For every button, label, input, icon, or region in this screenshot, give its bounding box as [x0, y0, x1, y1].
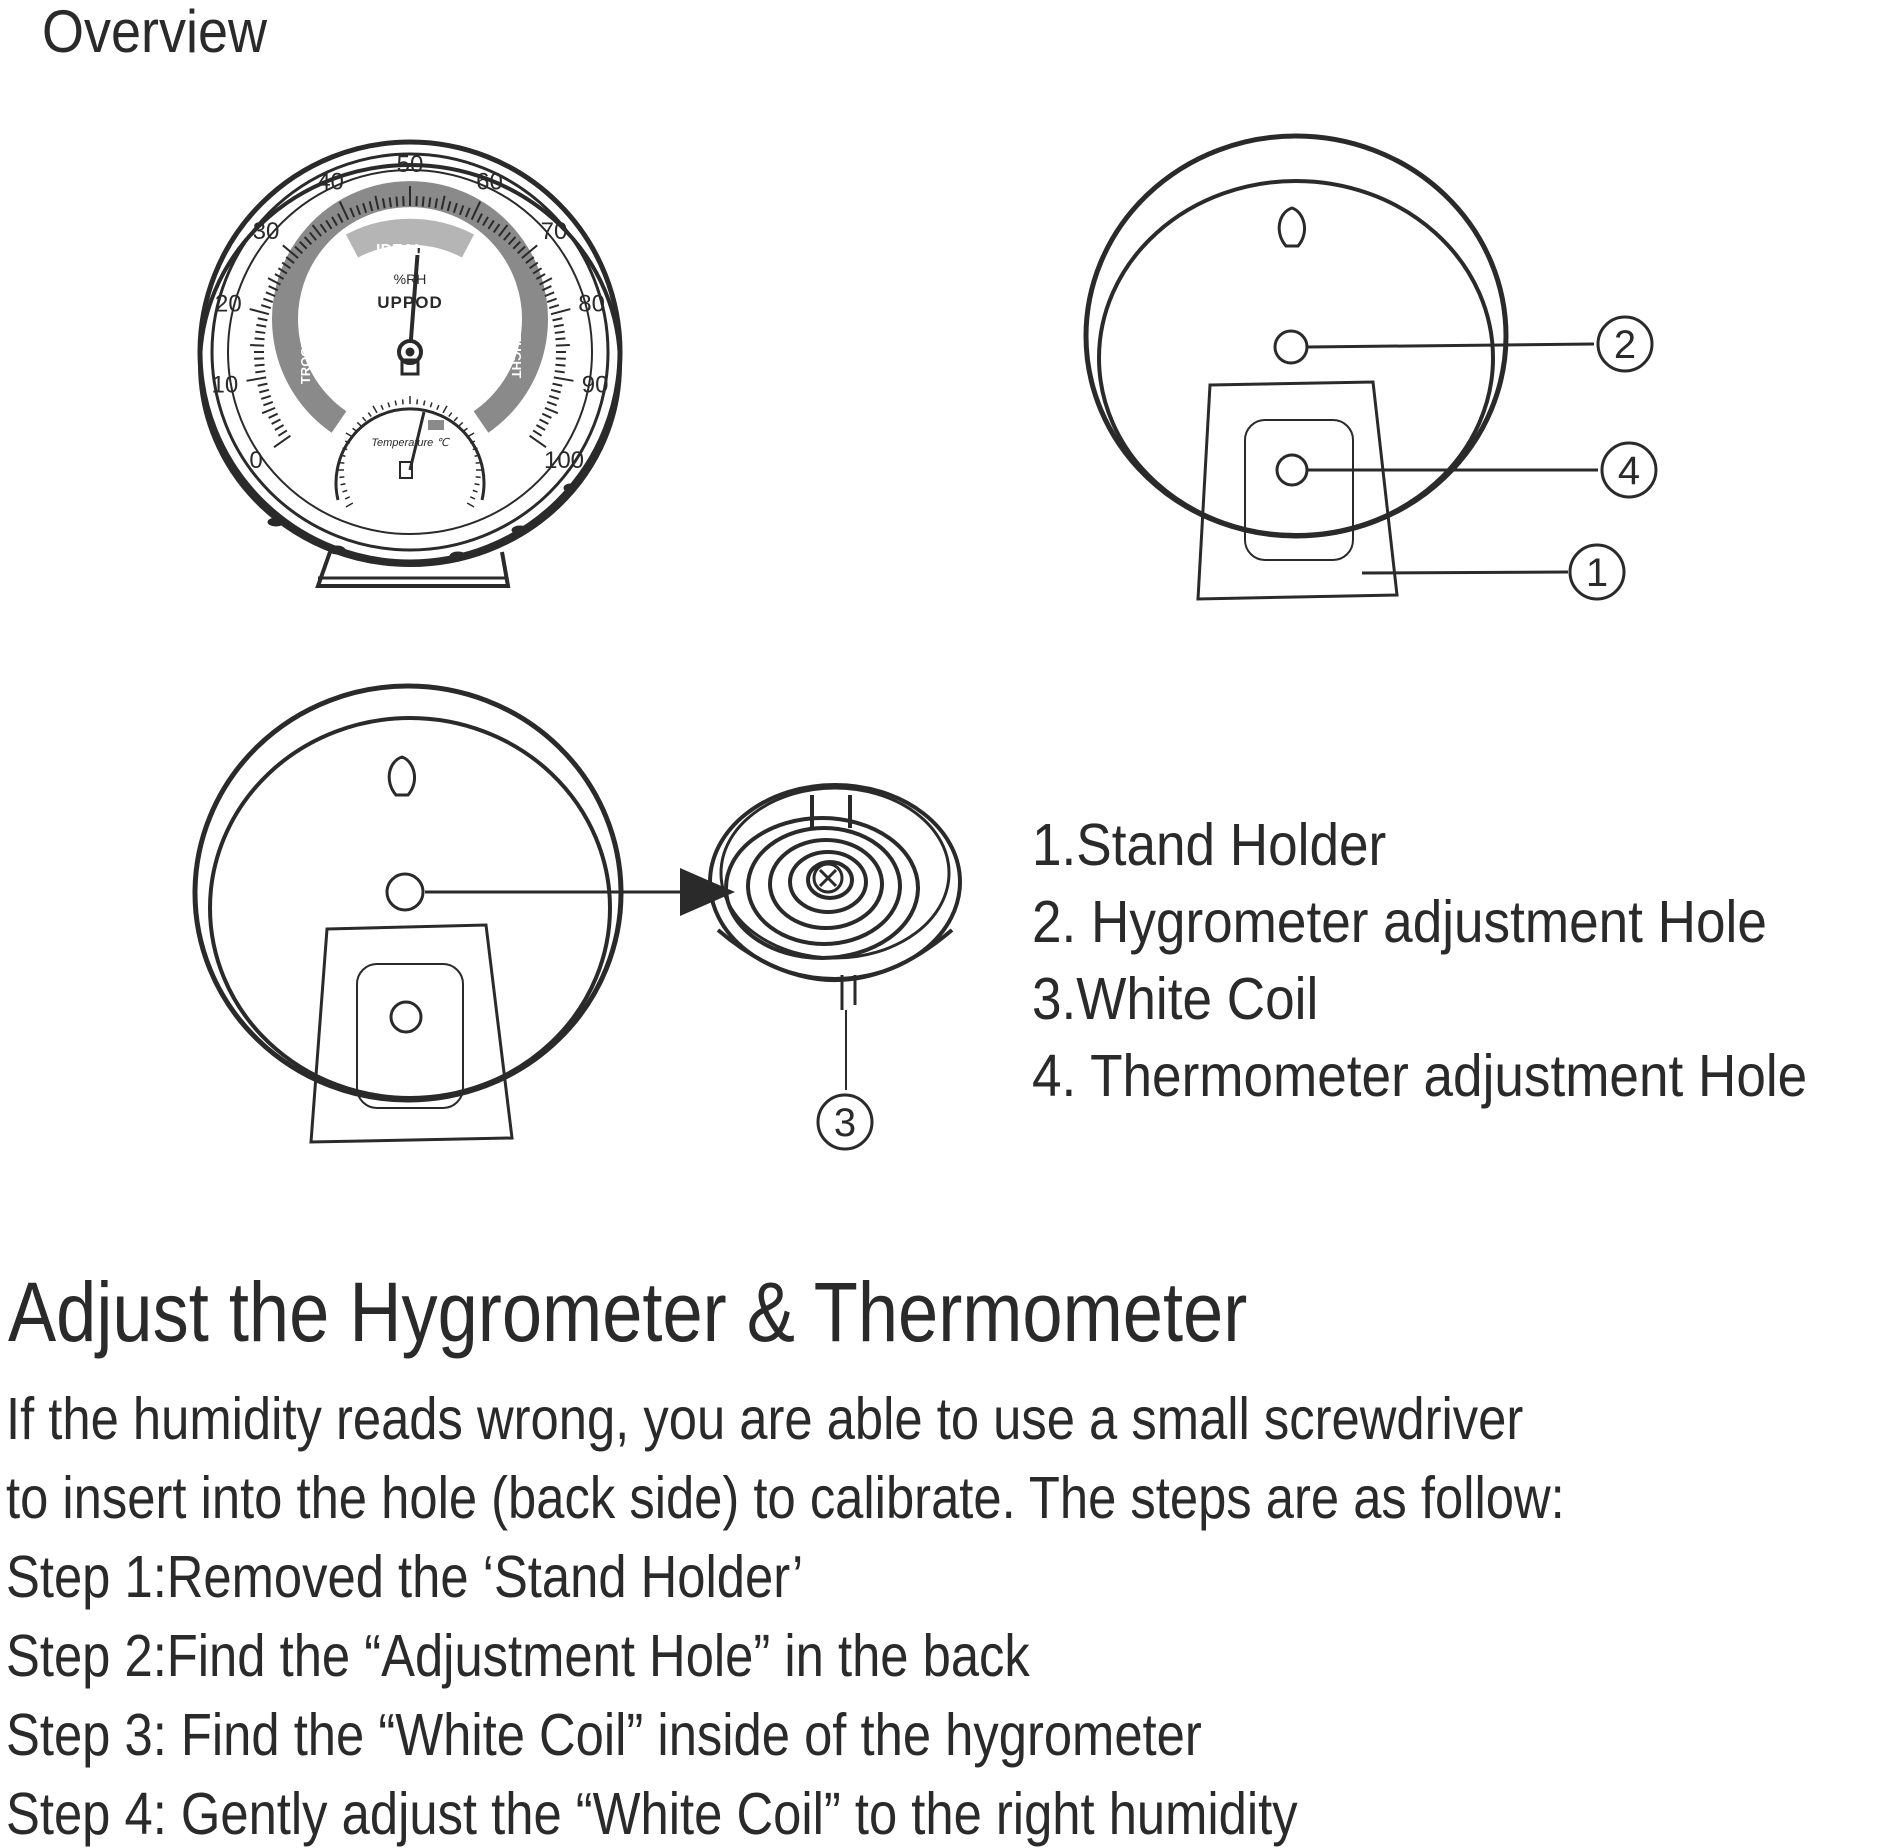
- humidity-tick: [255, 365, 265, 366]
- temperature-tick: [381, 405, 383, 410]
- step-1: Step 1:Removed the ‘Stand Holder’: [6, 1544, 804, 1610]
- step-2: Step 2:Find the “Adjustment Hole” in the back: [6, 1623, 1030, 1689]
- temperature-tick: [476, 463, 481, 464]
- instruction-line: to insert into the hole (back side) to calibrate. The steps are as follow:: [6, 1465, 1565, 1531]
- stand-holder: [1198, 382, 1397, 599]
- humidity-tick: [262, 408, 275, 413]
- humidity-tick: [555, 365, 565, 366]
- legend-item-hygrometer-hole: 2. Hygrometer adjustment Hole: [1032, 889, 1767, 955]
- humidity-tick: [269, 414, 278, 418]
- leader-2: [1308, 344, 1594, 347]
- humidity-tick: [259, 390, 269, 393]
- step-3: Step 3: Find the “White Coil” inside of the hygrometer: [6, 1702, 1202, 1768]
- temperature-tick: [339, 477, 344, 478]
- instruction-line: If the humidity reads wrong, you are able to use a small screwdriver: [6, 1386, 1524, 1452]
- humidity-tick: [545, 408, 558, 413]
- temperature-tick: [341, 455, 346, 456]
- humidity-tick: [549, 305, 559, 308]
- temperature-tick: [443, 406, 447, 413]
- humidity-tick-label: 0: [249, 446, 263, 474]
- humidity-tick: [423, 197, 424, 207]
- temperature-tick: [424, 401, 425, 406]
- temperature-tick: [373, 406, 377, 413]
- band-ideal-label: IDEAL: [376, 242, 424, 259]
- humidity-tick: [261, 305, 271, 308]
- temperature-tick: [437, 405, 439, 410]
- humidity-tick: [530, 436, 546, 447]
- front-view: [200, 142, 620, 586]
- callout-2: 2: [1613, 323, 1637, 367]
- legend-item-thermometer-hole: 4. Thermometer adjustment Hole: [1032, 1043, 1808, 1109]
- callout-4: 4: [1617, 449, 1641, 493]
- humidity-tick: [555, 338, 565, 339]
- humidity-tick: [256, 325, 266, 327]
- temperature-tick: [476, 477, 481, 478]
- humidity-tick-label: 30: [252, 218, 280, 246]
- humidity-tick-label: 90: [581, 371, 609, 399]
- temperature-tick: [463, 428, 467, 431]
- humidity-tick: [274, 436, 290, 447]
- humidity-tick: [555, 332, 565, 333]
- humidity-tick: [542, 414, 551, 418]
- thermometer-recess: [1245, 420, 1353, 560]
- temperature-tick: [430, 402, 432, 407]
- humidity-tick: [261, 396, 271, 399]
- temperature-tick: [357, 422, 361, 425]
- step-4: Step 4: Gently adjust the “White Coil” to the right humidity: [6, 1781, 1298, 1847]
- legend-item-white-coil: 3.White Coil: [1032, 966, 1319, 1032]
- humidity-tick: [272, 419, 281, 424]
- callout-3: 3: [833, 1101, 857, 1145]
- back-view: [1086, 136, 1656, 599]
- humidity-tick: [429, 197, 430, 207]
- humidity-tick: [390, 197, 391, 207]
- humidity-tick: [547, 402, 556, 405]
- section-title: Adjust the Hygrometer & Thermometer: [8, 1265, 1248, 1359]
- leader-1: [1362, 572, 1568, 573]
- temperature-tick: [345, 497, 350, 499]
- humidity-tick-label: 60: [476, 168, 503, 196]
- humidity-tick: [396, 197, 397, 207]
- humidity-tick-label: 40: [317, 168, 344, 196]
- temperature-tick-marks: [336, 396, 484, 507]
- humidity-tick: [250, 309, 269, 314]
- humidity-tick: [255, 338, 265, 339]
- humidity-tick-label: 100: [543, 446, 585, 474]
- humidity-tick: [250, 345, 264, 346]
- temperature-tick: [449, 413, 452, 417]
- temperature-tick: [388, 402, 390, 407]
- thermometer-adjustment-hole: [1277, 455, 1307, 485]
- temperature-tick: [417, 399, 418, 404]
- humidity-tick: [255, 332, 265, 333]
- hanging-hole-2: [389, 757, 414, 795]
- humidity-tick: [275, 425, 284, 430]
- stand-holder-2: [311, 925, 512, 1142]
- humidity-tick: [545, 292, 554, 296]
- temperature-tick: [403, 399, 404, 404]
- callout-1: 1: [1585, 551, 1609, 595]
- humidity-tick: [551, 309, 570, 314]
- humidity-tick: [263, 299, 272, 302]
- temperature-tick: [339, 463, 344, 464]
- back-view-inner-rim: [1099, 181, 1493, 535]
- unit-label: %RH: [393, 271, 427, 287]
- hygrometer-adjustment-hole-2: [387, 874, 423, 910]
- humidity-tick: [266, 292, 275, 296]
- humidity-tick: [258, 384, 268, 386]
- temperature-tick: [395, 401, 396, 406]
- humidity-tick: [549, 396, 559, 399]
- overview-title: Overview: [42, 0, 268, 65]
- humidity-tick: [247, 377, 267, 380]
- temperature-tick: [346, 503, 353, 507]
- band-wet-label: FEUCHT: [509, 325, 524, 379]
- temperature-tick: [454, 417, 457, 421]
- humidity-tick: [556, 345, 570, 346]
- humidity-tick: [258, 318, 268, 320]
- humidity-tick-label: 80: [578, 290, 605, 318]
- humidity-tick-label: 50: [396, 151, 424, 178]
- humidity-tick: [554, 325, 564, 327]
- humidity-tick: [553, 384, 563, 386]
- coil-detail-view: [195, 686, 960, 1149]
- temperature-tick: [475, 455, 480, 456]
- humidity-tick: [255, 371, 265, 372]
- humidity-tick: [263, 402, 272, 405]
- temperature-tick: [475, 484, 480, 485]
- temperature-tick: [459, 422, 463, 425]
- humidity-tick: [555, 371, 565, 372]
- humidity-tick: [547, 299, 556, 302]
- humidity-tick-label: 10: [211, 371, 239, 399]
- humidity-tick: [553, 318, 563, 320]
- temperature-tick: [467, 503, 474, 507]
- band-dry-label: TROCKEN: [298, 319, 313, 385]
- humidity-tick-label: 20: [215, 290, 242, 318]
- temperature-tick: [473, 490, 478, 492]
- hygrometer-adjustment-hole: [1275, 331, 1307, 363]
- humidity-tick: [536, 425, 545, 430]
- thermometer-adjustment-hole-2: [391, 1002, 421, 1032]
- legend-item-stand-holder: 1.Stand Holder: [1032, 812, 1387, 878]
- temperature-tick: [342, 490, 347, 492]
- humidity-tick: [551, 390, 561, 393]
- humidity-tick: [278, 430, 286, 435]
- hanging-hole: [1279, 208, 1304, 246]
- temperature-tick: [368, 413, 371, 417]
- humidity-tick: [540, 419, 549, 424]
- brand-label: UPPOD: [377, 293, 443, 312]
- humidity-tick: [533, 430, 541, 435]
- humidity-tick: [554, 377, 574, 380]
- humidity-tick-label: 70: [540, 218, 568, 246]
- temperature-label: Temperature ℃: [371, 437, 449, 449]
- temperature-tick: [362, 417, 365, 421]
- temperature-tick: [470, 497, 475, 499]
- temperature-tick: [353, 428, 357, 431]
- thermometer-recess-2: [357, 964, 463, 1108]
- temperature-tick: [341, 484, 346, 485]
